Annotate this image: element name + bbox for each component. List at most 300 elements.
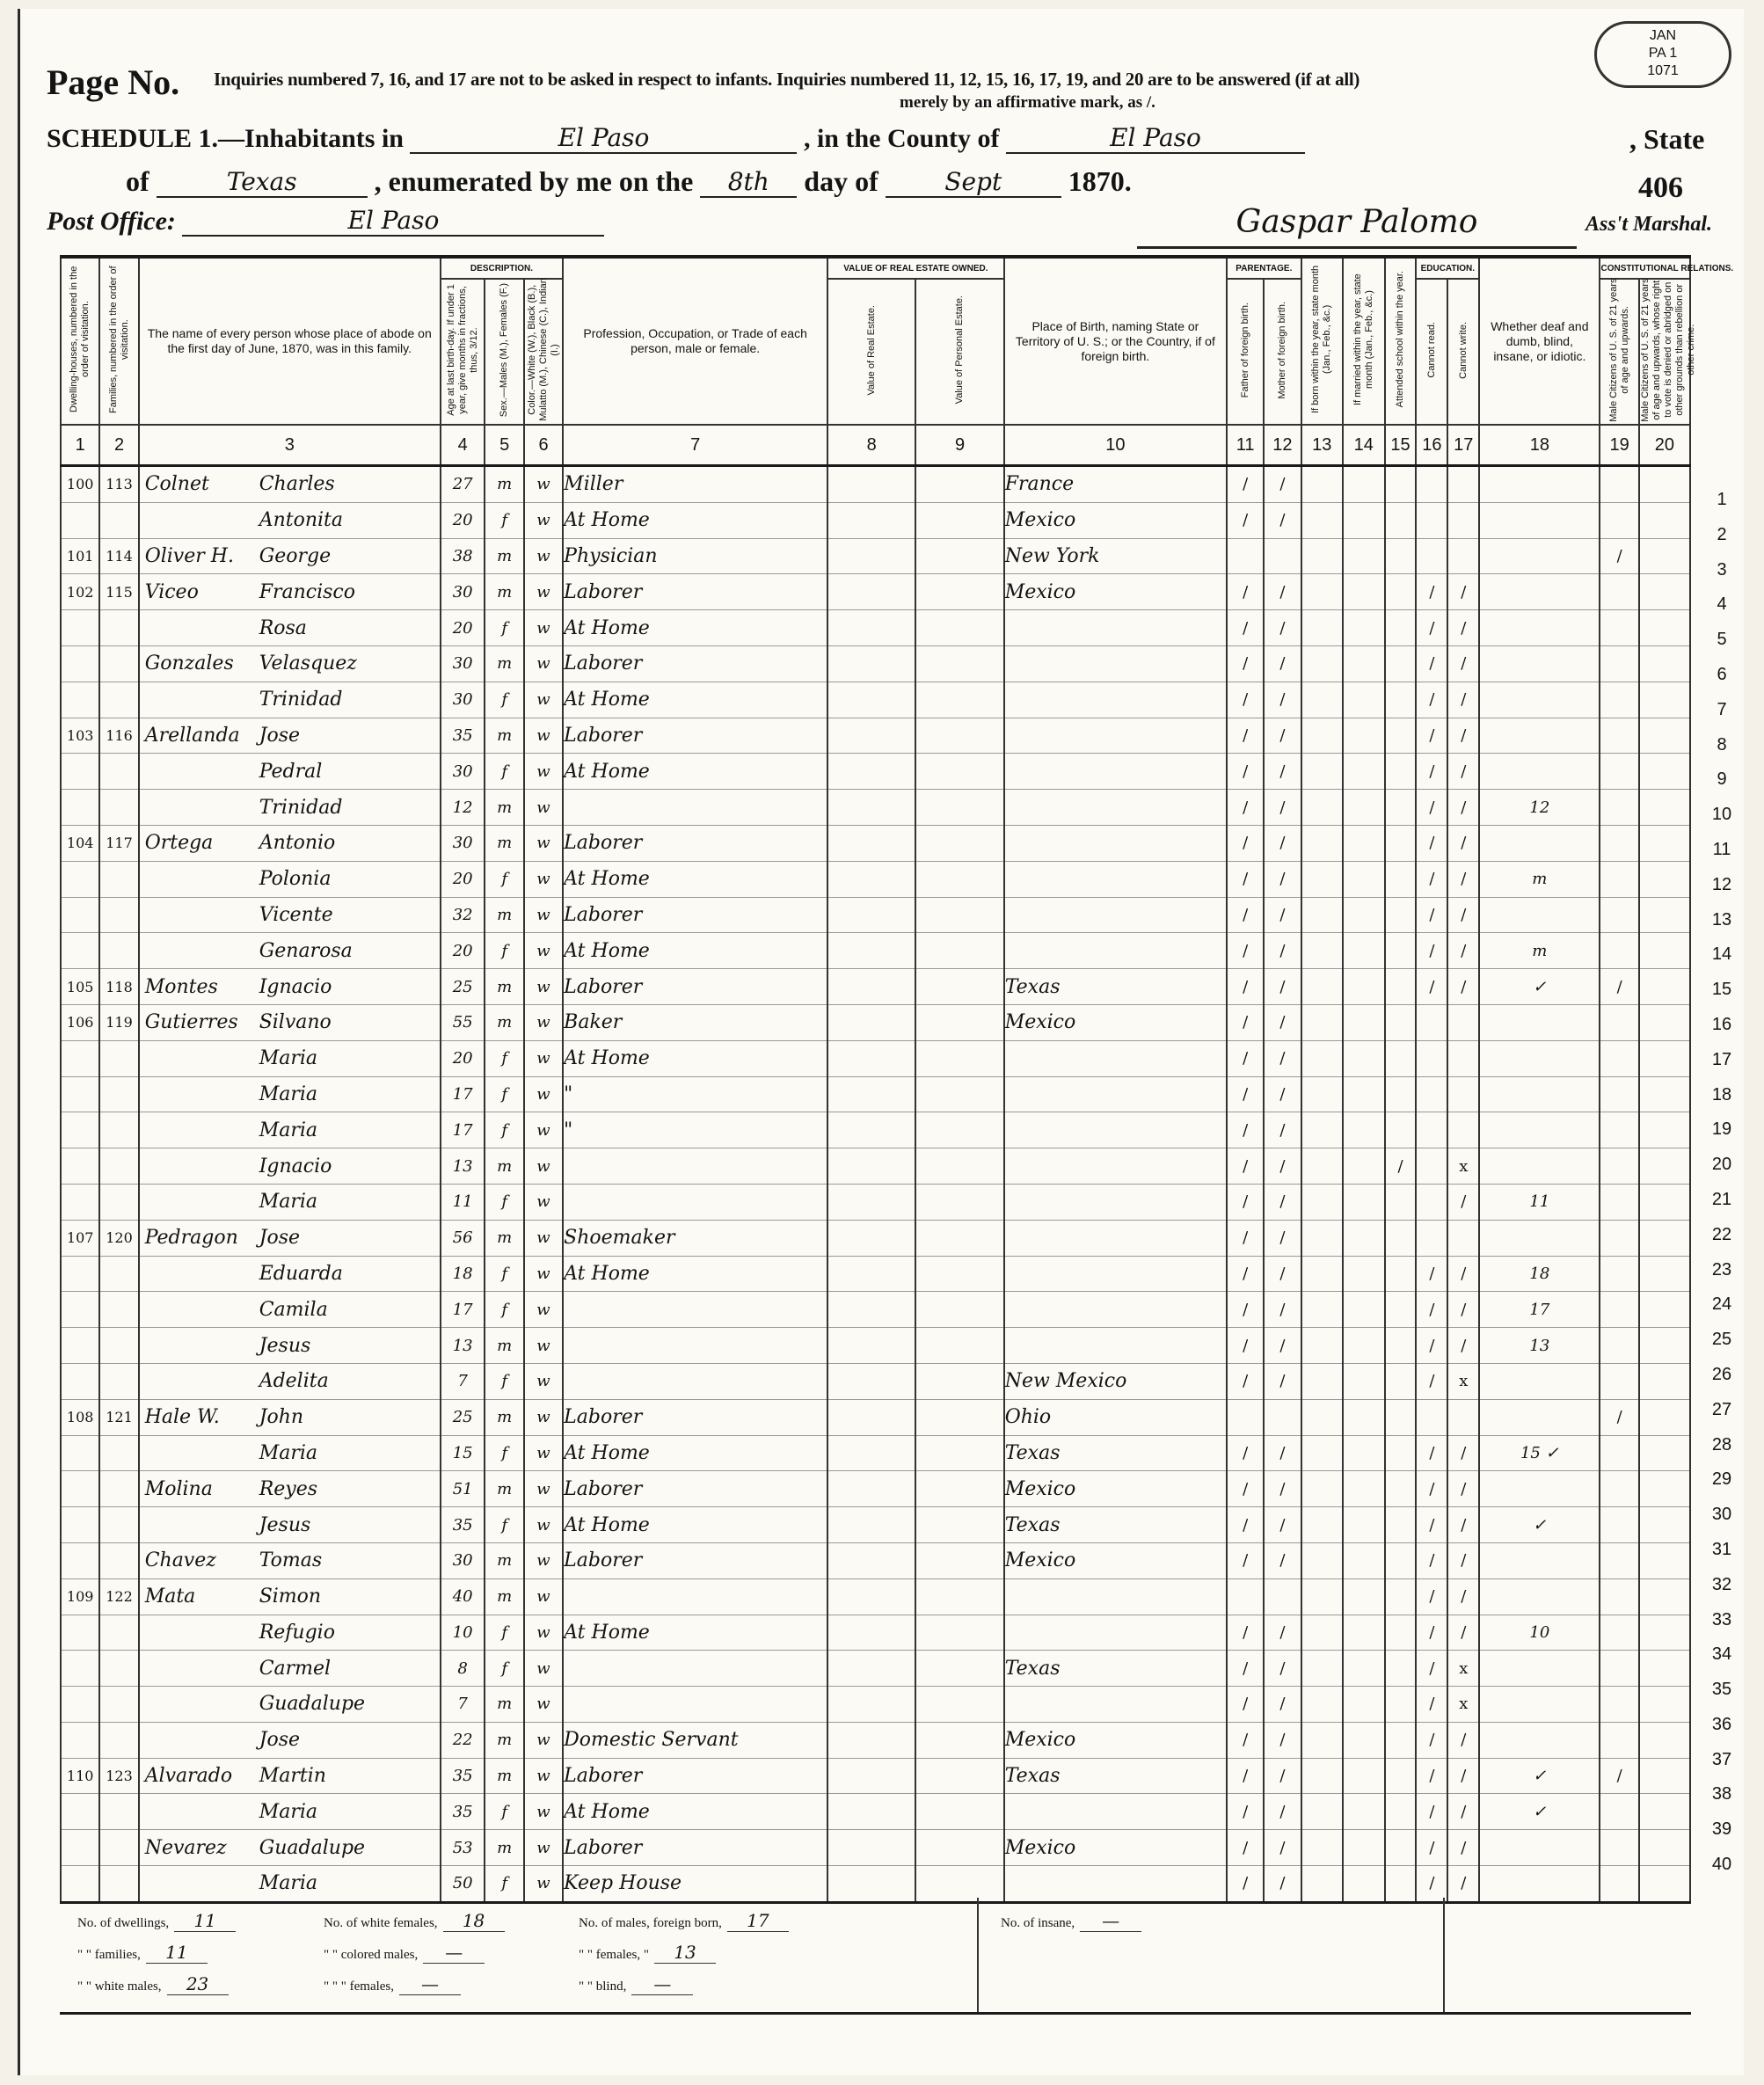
father-foreign-cell [1227,538,1264,574]
school-cell [1385,1435,1417,1471]
table-row [61,1794,1690,1830]
school-cell [1385,502,1417,538]
color-cell: w [524,1651,563,1687]
male-citizen-cell [1600,1256,1638,1292]
personal-estate-cell [915,1220,1003,1256]
occupation-cell: Laborer [563,825,827,861]
birthplace-cell: Mexico [1004,1830,1227,1866]
col-header-cannot-read: Cannot read. [1416,279,1447,425]
mother-foreign-cell: / [1264,1471,1301,1507]
cannot-write-cell: / [1447,1722,1479,1758]
born-year-cell [1301,969,1344,1005]
male-citizen-cell [1600,645,1638,682]
dwelling-number [61,1328,99,1364]
infirmity-cell [1479,1687,1600,1723]
birthplace-cell [1004,1076,1227,1112]
age-cell: 18 [441,1256,485,1292]
born-year-cell [1301,610,1344,646]
personal-estate-cell [915,1830,1003,1866]
vote-denied-cell [1639,718,1690,754]
occupation-cell [563,1651,827,1687]
male-citizen-cell [1600,790,1638,826]
infirmity-cell [1479,1542,1600,1578]
given-name: Maria [259,1872,317,1895]
cannot-write-cell [1447,1040,1479,1076]
line-number: 6 [1717,664,1727,684]
birthplace-cell [1004,825,1227,861]
color-cell: w [524,1542,563,1578]
personal-estate-cell [915,1507,1003,1543]
asst-marshal-label: Ass't Marshal. [1585,213,1713,236]
infirmity-cell [1479,682,1600,718]
family-number [99,502,138,538]
vote-denied-cell [1639,1471,1690,1507]
sex-cell: m [485,969,523,1005]
real-estate-cell [827,1687,915,1723]
line-number: 37 [1711,1749,1732,1769]
birthplace-cell: New York [1004,538,1227,574]
cannot-write-cell: / [1447,1328,1479,1364]
person-name [139,1578,441,1615]
married-year-cell [1343,610,1385,646]
real-estate-cell [827,718,915,754]
age-cell: 30 [441,645,485,682]
sex-cell: f [485,1507,523,1543]
age-cell: 35 [441,1507,485,1543]
person-name [139,1148,441,1185]
age-cell: 17 [441,1112,485,1148]
col-header-father-foreign: Father of foreign birth. [1227,279,1264,425]
infirmity-cell: m [1479,861,1600,897]
sex-cell: f [485,1435,523,1471]
cannot-read-cell [1416,1112,1447,1148]
mother-foreign-cell: / [1264,897,1301,933]
family-number [99,1687,138,1723]
state-label: , State [1629,123,1705,155]
age-cell: 13 [441,1148,485,1185]
dwelling-number: 102 [61,574,99,610]
line-number: 30 [1711,1505,1732,1525]
personal-estate-cell [915,1615,1003,1651]
father-foreign-cell: / [1227,1112,1264,1148]
school-cell [1385,1830,1417,1866]
occupation-cell: At Home [563,682,827,718]
totals-dwellings-label: No. of dwellings, [77,1916,170,1930]
mother-foreign-cell: / [1264,1687,1301,1723]
born-year-cell [1301,1542,1344,1578]
father-foreign-cell: / [1227,574,1264,610]
sex-cell: f [485,1040,523,1076]
age-cell: 22 [441,1722,485,1758]
mother-foreign-cell [1264,1578,1301,1615]
column-number: 13 [1301,425,1344,466]
table-row [61,1830,1690,1866]
male-citizen-cell: / [1600,1758,1638,1794]
cannot-write-cell: / [1447,1758,1479,1794]
cannot-write-cell: / [1447,790,1479,826]
year-label: 1870. [1068,165,1132,197]
sex-cell: m [485,1471,523,1507]
family-number [99,1615,138,1651]
of-label: of [126,165,149,197]
post-office-line [47,206,604,237]
totals-colored-females-value: — [399,1973,461,1995]
school-cell [1385,933,1417,969]
born-year-cell [1301,1687,1344,1723]
table-row [61,574,1690,610]
age-cell: 12 [441,790,485,826]
real-estate-cell [827,574,915,610]
occupation-cell: Laborer [563,897,827,933]
cannot-write-cell [1447,1004,1479,1040]
table-row [61,1758,1690,1794]
family-number: 113 [99,466,138,503]
male-citizen-cell [1600,897,1638,933]
dwelling-number [61,682,99,718]
sex-cell: m [485,1578,523,1615]
male-citizen-cell [1600,502,1638,538]
color-cell: w [524,1363,563,1399]
cannot-read-cell: / [1416,790,1447,826]
col-header-real-estate: Value of Real Estate. [827,279,915,425]
archive-stamp [1594,21,1731,88]
school-cell [1385,1578,1417,1615]
column-number: 15 [1385,425,1417,466]
personal-estate-cell [915,1542,1003,1578]
cannot-write-cell: / [1447,1794,1479,1830]
cannot-read-cell: / [1416,574,1447,610]
age-cell: 20 [441,861,485,897]
line-number: 23 [1711,1259,1732,1279]
male-citizen-cell [1600,1794,1638,1830]
male-citizen-cell [1600,682,1638,718]
color-cell: w [524,1471,563,1507]
age-cell: 35 [441,1794,485,1830]
person-name [139,1076,441,1112]
real-estate-cell [827,1471,915,1507]
table-row [61,1687,1690,1723]
occupation-cell: At Home [563,1794,827,1830]
cannot-write-cell [1447,1399,1479,1435]
line-number: 18 [1711,1084,1732,1104]
married-year-cell [1343,466,1385,503]
vote-denied-cell [1639,502,1690,538]
occupation-cell: Laborer [563,969,827,1005]
dwelling-number [61,1542,99,1578]
born-year-cell [1301,1758,1344,1794]
born-year-cell [1301,1507,1344,1543]
age-cell: 27 [441,466,485,503]
surname: Nevarez [144,1836,227,1859]
given-name: Vicente [259,903,333,926]
male-citizen-cell [1600,1148,1638,1185]
person-name [139,861,441,897]
father-foreign-cell: / [1227,754,1264,790]
personal-estate-cell [915,1148,1003,1185]
occupation-cell [563,1328,827,1364]
vote-denied-cell [1639,682,1690,718]
person-name [139,1184,441,1220]
table-row [61,1256,1690,1292]
sex-cell: m [485,790,523,826]
infirmity-cell: 13 [1479,1328,1600,1364]
sex-cell: m [485,1220,523,1256]
dwelling-number [61,502,99,538]
married-year-cell [1343,1471,1385,1507]
given-name: Tomas [259,1549,323,1572]
father-foreign-cell: / [1227,1687,1264,1723]
totals-foreign-females-value: 13 [654,1942,716,1964]
family-number [99,1328,138,1364]
male-citizen-cell [1600,1004,1638,1040]
birthplace-cell: Mexico [1004,1722,1227,1758]
dwelling-number [61,1148,99,1185]
father-foreign-cell: / [1227,1292,1264,1328]
given-name: Eduarda [259,1262,343,1285]
age-cell: 20 [441,933,485,969]
infirmity-cell [1479,1830,1600,1866]
personal-estate-cell [915,1363,1003,1399]
birthplace-cell [1004,718,1227,754]
enumerated-label: , enumerated by me on the [374,165,694,197]
col-header-birthplace: Place of Birth, naming State or Territory of U. S.; or the Country, if of foreign birth. [1004,257,1227,425]
surname: Pedragon [144,1227,238,1250]
col-header-born-year: If born within the year, state month (Jan., Feb., &c.) [1301,257,1344,425]
birthplace-cell [1004,861,1227,897]
column-number: 10 [1004,425,1227,466]
line-number: 28 [1711,1434,1732,1454]
county-label: , in the County of [803,124,1000,153]
dwelling-number [61,1507,99,1543]
mother-foreign-cell: / [1264,1794,1301,1830]
table-row [61,1651,1690,1687]
vote-denied-cell [1639,825,1690,861]
sex-cell: f [485,1076,523,1112]
born-year-cell [1301,1830,1344,1866]
mother-foreign-cell: / [1264,1004,1301,1040]
personal-estate-cell [915,1184,1003,1220]
personal-estate-cell [915,1040,1003,1076]
personal-estate-cell [915,1399,1003,1435]
age-cell: 30 [441,825,485,861]
person-name [139,1112,441,1148]
real-estate-cell [827,466,915,503]
line-number: 7 [1717,699,1727,719]
totals-divider [977,1898,979,2012]
given-name: Genarosa [259,939,353,962]
column-number: 7 [563,425,827,466]
color-cell: w [524,1076,563,1112]
infirmity-cell [1479,1399,1600,1435]
vote-denied-cell [1639,861,1690,897]
person-name [139,825,441,861]
cannot-read-cell: / [1416,825,1447,861]
col-header-infirmity: Whether deaf and dumb, blind, insane, or idiotic. [1479,257,1600,425]
totals-families-label: " " families, [77,1948,141,1962]
mother-foreign-cell: / [1264,1040,1301,1076]
table-row [61,933,1690,969]
dwelling-number [61,1184,99,1220]
totals-insane [1001,1910,1147,1932]
personal-estate-cell [915,1292,1003,1328]
father-foreign-cell: / [1227,1794,1264,1830]
infirmity-cell: 11 [1479,1184,1600,1220]
male-citizen-cell: / [1600,969,1638,1005]
infirmity-cell [1479,466,1600,503]
line-number: 35 [1711,1680,1732,1700]
table-row [61,1328,1690,1364]
age-cell: 32 [441,897,485,933]
cannot-read-cell: / [1416,1651,1447,1687]
birthplace-cell [1004,1256,1227,1292]
cannot-write-cell: x [1447,1363,1479,1399]
color-cell: w [524,754,563,790]
born-year-cell [1301,1076,1344,1112]
father-foreign-cell: / [1227,1435,1264,1471]
personal-estate-cell [915,754,1003,790]
occupation-cell: Laborer [563,718,827,754]
school-cell [1385,682,1417,718]
line-number: 3 [1717,559,1727,580]
table-row [61,1076,1690,1112]
occupation-cell: At Home [563,1435,827,1471]
given-name: John [259,1406,304,1429]
birthplace-cell [1004,1328,1227,1364]
birthplace-cell [1004,1794,1227,1830]
col-header-married-year: If married within the year, state month (Jan., Feb., &c.) [1343,257,1385,425]
personal-estate-cell [915,1256,1003,1292]
line-number: 38 [1711,1784,1732,1804]
table-row [61,1292,1690,1328]
given-name: Maria [259,1191,317,1214]
family-number [99,754,138,790]
vote-denied-cell [1639,933,1690,969]
father-foreign-cell [1227,1399,1264,1435]
sex-cell: f [485,1866,523,1903]
born-year-cell [1301,645,1344,682]
cannot-read-cell: / [1416,1722,1447,1758]
sex-cell: m [485,1722,523,1758]
person-name [139,1615,441,1651]
column-number: 6 [524,425,563,466]
age-cell: 25 [441,969,485,1005]
cannot-read-cell: / [1416,1687,1447,1723]
personal-estate-cell [915,825,1003,861]
age-cell: 51 [441,1471,485,1507]
mother-foreign-cell: / [1264,1542,1301,1578]
occupation-cell [563,1578,827,1615]
school-cell [1385,1399,1417,1435]
infirmity-cell [1479,502,1600,538]
line-number: 27 [1711,1399,1732,1419]
color-cell: w [524,825,563,861]
table-row [61,502,1690,538]
father-foreign-cell: / [1227,1651,1264,1687]
born-year-cell [1301,1363,1344,1399]
father-foreign-cell: / [1227,1507,1264,1543]
table-row [61,1148,1690,1185]
real-estate-cell [827,790,915,826]
schedule-label: SCHEDULE 1.—Inhabitants in [47,124,404,153]
person-name [139,538,441,574]
male-citizen-cell [1600,1435,1638,1471]
vote-denied-cell [1639,754,1690,790]
married-year-cell [1343,1256,1385,1292]
family-number [99,1040,138,1076]
dwelling-number [61,1435,99,1471]
table-row [61,466,1690,503]
vote-denied-cell [1639,1578,1690,1615]
line-number: 32 [1711,1574,1732,1594]
occupation-cell [563,1363,827,1399]
vote-denied-cell [1639,1220,1690,1256]
male-citizen-cell [1600,1328,1638,1364]
personal-estate-cell [915,610,1003,646]
sex-cell: f [485,502,523,538]
personal-estate-cell [915,574,1003,610]
sex-cell: m [485,897,523,933]
mother-foreign-cell: / [1264,1722,1301,1758]
given-name: Simon [259,1586,322,1608]
infirmity-cell [1479,1722,1600,1758]
married-year-cell [1343,1040,1385,1076]
given-name: Trinidad [259,796,343,819]
table-row [61,1363,1690,1399]
occupation-cell: Laborer [563,1471,827,1507]
color-cell: w [524,502,563,538]
born-year-cell [1301,1794,1344,1830]
born-year-cell [1301,754,1344,790]
real-estate-cell [827,1794,915,1830]
cannot-read-cell: / [1416,1615,1447,1651]
dwelling-number [61,1651,99,1687]
cannot-write-cell: / [1447,1184,1479,1220]
male-citizen-cell [1600,1112,1638,1148]
sex-cell: m [485,466,523,503]
cannot-read-cell: / [1416,1758,1447,1794]
col-group-constitutional: CONSTITUTIONAL RELATIONS. [1600,257,1690,279]
cannot-read-cell: / [1416,1507,1447,1543]
cannot-write-cell: / [1447,897,1479,933]
surname: Colnet [144,473,209,496]
real-estate-cell [827,645,915,682]
cannot-read-cell: / [1416,1542,1447,1578]
totals-blind-value: — [631,1973,693,1995]
vote-denied-cell [1639,1651,1690,1687]
school-cell [1385,1076,1417,1112]
born-year-cell [1301,1722,1344,1758]
married-year-cell [1343,1794,1385,1830]
family-number: 120 [99,1220,138,1256]
color-cell: w [524,1507,563,1543]
married-year-cell [1343,1722,1385,1758]
col-group-parentage: PARENTAGE. [1227,257,1301,279]
real-estate-cell [827,1542,915,1578]
table-row [61,1615,1690,1651]
line-number: 4 [1717,594,1727,615]
mother-foreign-cell: / [1264,1758,1301,1794]
school-cell [1385,1615,1417,1651]
infirmity-cell: 17 [1479,1292,1600,1328]
table-row [61,645,1690,682]
family-number [99,790,138,826]
line-number: 26 [1711,1364,1732,1384]
infirmity-cell [1479,1112,1600,1148]
line-number: 13 [1711,909,1732,930]
married-year-cell [1343,1435,1385,1471]
line-number: 33 [1711,1609,1732,1629]
surname: Gutierres [144,1011,238,1034]
